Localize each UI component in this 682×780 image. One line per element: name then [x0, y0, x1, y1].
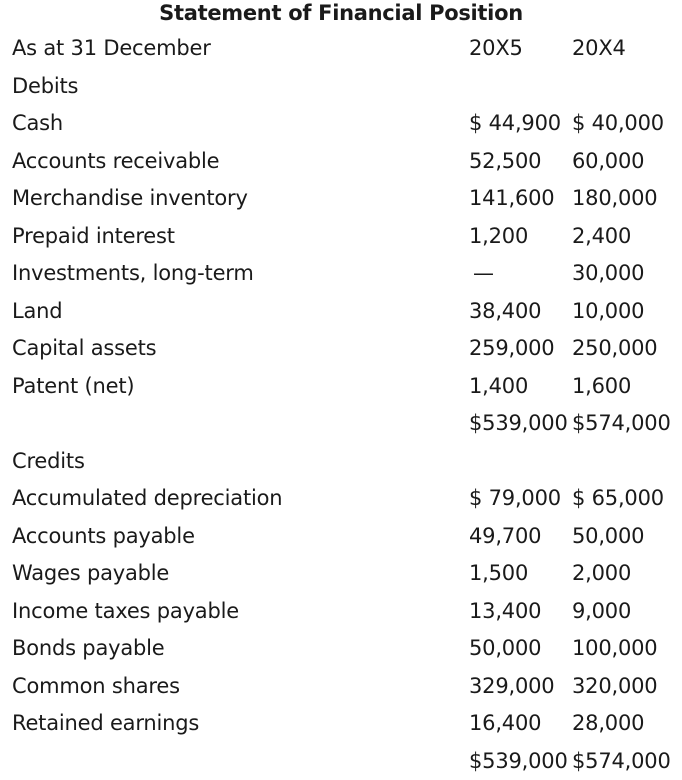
table-row: [0, 180, 682, 218]
debits-total-20x4: $574,000: [572, 405, 671, 443]
row-label: Common shares: [12, 668, 180, 706]
table-row: [0, 293, 682, 331]
credits-total-row: [0, 743, 682, 780]
row-label: Prepaid interest: [12, 218, 175, 256]
col-20x5-header: 20X5: [469, 30, 523, 68]
row-label: Land: [12, 293, 62, 331]
value-20x4: 50,000: [572, 518, 644, 556]
row-label: Investments, long-term: [12, 255, 254, 293]
debits-total-row: [0, 405, 682, 443]
table-row: [0, 630, 682, 668]
value-20x4: 30,000: [572, 255, 644, 293]
table-row: [0, 368, 682, 406]
statement-title: Statement of Financial Position: [0, 0, 682, 26]
value-20x5: $ 44,900: [469, 105, 561, 143]
row-label: Merchandise inventory: [12, 180, 248, 218]
table-row: [0, 480, 682, 518]
value-20x5: 16,400: [469, 705, 541, 743]
value-20x5: 329,000: [469, 668, 554, 706]
value-20x4: 28,000: [572, 705, 644, 743]
value-20x4: 10,000: [572, 293, 644, 331]
row-label: Capital assets: [12, 330, 156, 368]
value-20x4: $ 40,000: [572, 105, 664, 143]
table-row: [0, 255, 682, 293]
debits-total-20x5: $539,000: [469, 405, 568, 443]
row-label: Wages payable: [12, 555, 169, 593]
value-20x4: 60,000: [572, 143, 644, 181]
value-20x5: —: [473, 255, 494, 293]
value-20x4: 2,000: [572, 555, 631, 593]
table-row: [0, 105, 682, 143]
value-20x5: 1,200: [469, 218, 528, 256]
header-row: [0, 30, 682, 68]
row-label: Patent (net): [12, 368, 134, 406]
value-20x5: 52,500: [469, 143, 541, 181]
row-label: Retained earnings: [12, 705, 199, 743]
value-20x5: 50,000: [469, 630, 541, 668]
value-20x5: 49,700: [469, 518, 541, 556]
credits-heading-row: [0, 443, 682, 481]
table-row: [0, 555, 682, 593]
value-20x5: 1,500: [469, 555, 528, 593]
value-20x5: 1,400: [469, 368, 528, 406]
value-20x5: $ 79,000: [469, 480, 561, 518]
table-row: [0, 330, 682, 368]
credits-heading: Credits: [12, 443, 85, 481]
table-row: [0, 218, 682, 256]
row-label: Accounts payable: [12, 518, 195, 556]
table-row: [0, 518, 682, 556]
value-20x4: 180,000: [572, 180, 657, 218]
value-20x5: 38,400: [469, 293, 541, 331]
table-row: [0, 593, 682, 631]
table-row: [0, 668, 682, 706]
row-label: Bonds payable: [12, 630, 165, 668]
row-label: Accounts receivable: [12, 143, 219, 181]
value-20x5: 13,400: [469, 593, 541, 631]
value-20x5: 141,600: [469, 180, 554, 218]
value-20x4: $ 65,000: [572, 480, 664, 518]
row-label: Cash: [12, 105, 63, 143]
value-20x4: 2,400: [572, 218, 631, 256]
value-20x4: 250,000: [572, 330, 657, 368]
row-label: Income taxes payable: [12, 593, 239, 631]
debits-heading-row: [0, 68, 682, 106]
credits-total-20x4: $574,000: [572, 743, 671, 780]
value-20x5: 259,000: [469, 330, 554, 368]
as-at-label: As at 31 December: [12, 30, 211, 68]
credits-total-20x5: $539,000: [469, 743, 568, 780]
row-label: Accumulated depreciation: [12, 480, 282, 518]
debits-heading: Debits: [12, 68, 78, 106]
value-20x4: 320,000: [572, 668, 657, 706]
value-20x4: 9,000: [572, 593, 631, 631]
col-20x4-header: 20X4: [572, 30, 626, 68]
value-20x4: 100,000: [572, 630, 657, 668]
table-row: [0, 143, 682, 181]
table-row: [0, 705, 682, 743]
financial-position-table: [0, 30, 682, 780]
value-20x4: 1,600: [572, 368, 631, 406]
